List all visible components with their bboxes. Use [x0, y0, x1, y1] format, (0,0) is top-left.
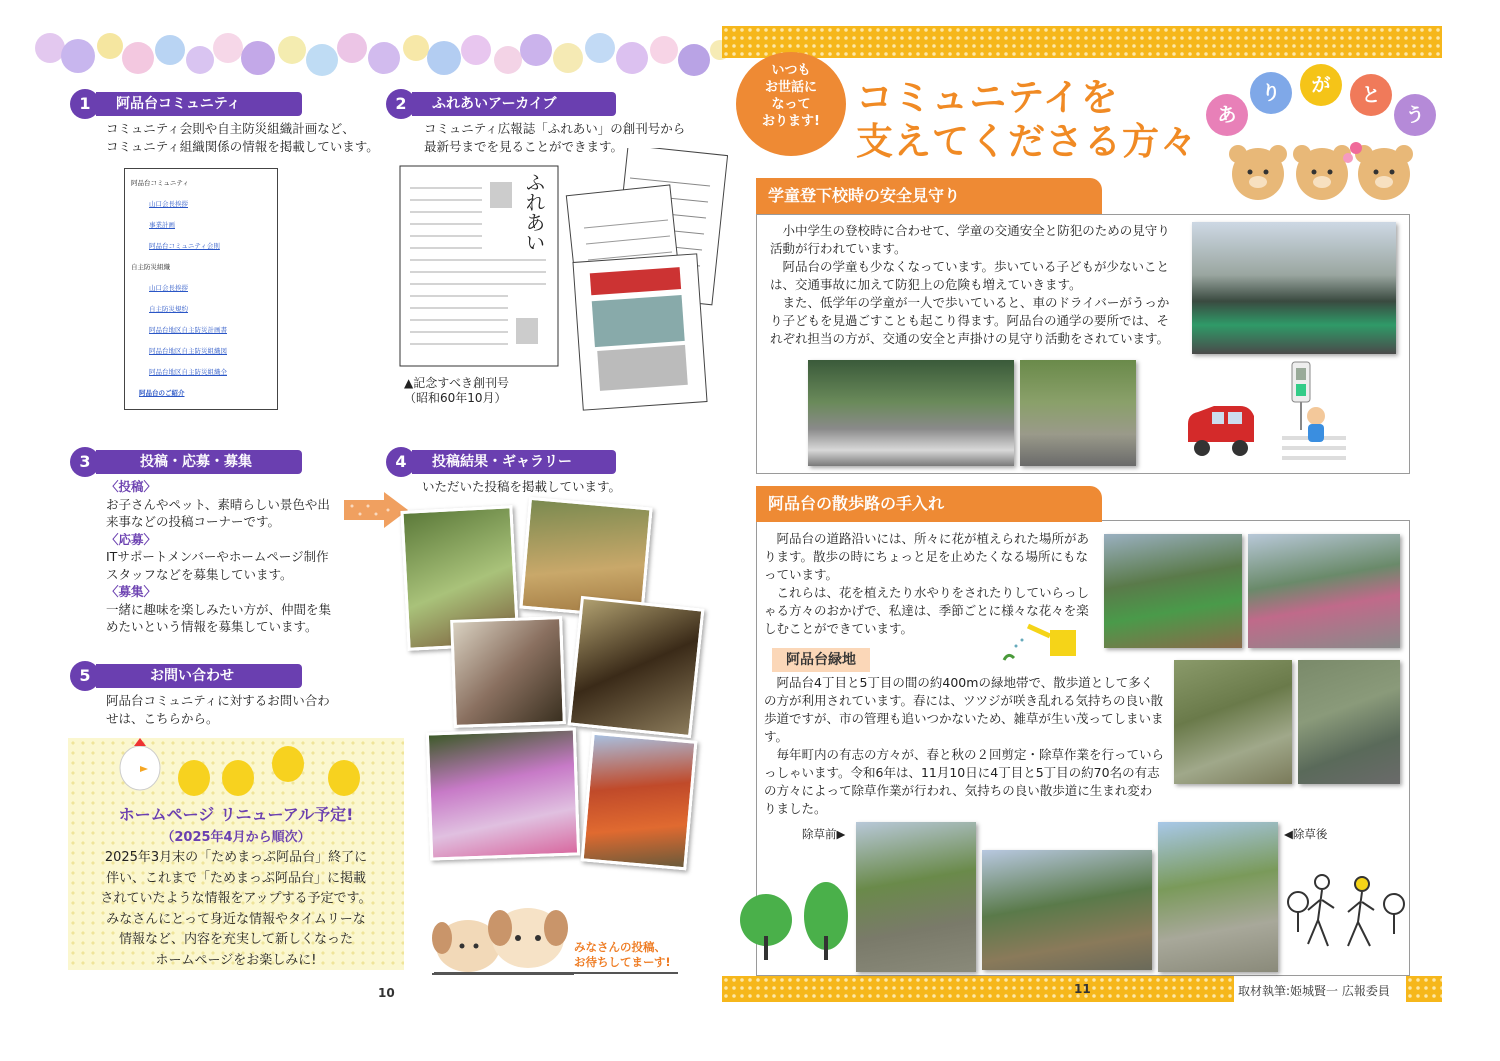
crosswalk-photo-main: [1192, 222, 1396, 354]
link-item[interactable]: 阿品台コミュニティ会則: [149, 242, 220, 250]
car-and-child-illustration: [1182, 360, 1362, 468]
after-weeding-photo: [1158, 822, 1278, 972]
link-item[interactable]: 阿品台のご紹介: [139, 389, 185, 397]
link-item[interactable]: 事業計画: [149, 221, 175, 229]
section-3-heading[interactable]: [70, 450, 302, 474]
notice-subtitle: （2025年4月から順次）: [161, 830, 311, 845]
renewal-notice: [68, 738, 404, 970]
crosswalk-photo-2: [808, 360, 1014, 466]
link-item[interactable]: 阿品台地区自主防災組織図: [149, 347, 227, 355]
bottom-dot-band-end: [1406, 976, 1442, 1002]
gallery-photo-cat: [450, 616, 566, 728]
section-1-heading[interactable]: [70, 92, 302, 116]
section-title: お問い合わせ: [96, 664, 302, 688]
thank-you-char: あ: [1206, 94, 1248, 136]
community-links-box: 阿品台コミュニティ 山口会長挨拶 事業計画 阿品台コミュニティ会則 自主防災組織 山口会長挨拶 自主防災規約 阿品台地区自主防災計画書 阿品台地区自主防災組織図 阿品台地区自主防災組織全 阿品台のご紹介: [124, 168, 278, 410]
notice-body: 2025年3月末の「ためまっぷ阿品台」終了に 伴い、これまで「ためまっぷ阿品台」に掲載 されていたような情報をアップする予定です。 みなさんにとって身近な情報やタイムリーな 情報など、内容を充実して新しくなった ホームページをお楽しみに!: [100, 850, 372, 968]
thank-you-char: が: [1300, 64, 1342, 106]
after-label: ◀除草後: [1284, 827, 1328, 841]
section-number: 5: [70, 661, 100, 691]
top-dot-band: [722, 26, 1442, 58]
bear-mascots-illustration: [1224, 140, 1418, 202]
section-number: 3: [70, 447, 100, 477]
section-number: 1: [70, 89, 100, 119]
section-title: 阿品台コミュニティ: [96, 92, 302, 116]
divider: [434, 972, 678, 974]
thank-you-char: り: [1250, 72, 1292, 114]
section-5-heading[interactable]: [70, 664, 302, 688]
green-area-photo-2: [1298, 660, 1400, 784]
flowerbed-photo-1: [1104, 534, 1242, 648]
section-3-text: 〈投稿〉 お子さんやペット、素晴らしい景色や出 来事などの投稿コーナーです。 〈応募〉 ITサポートメンバーやホームページ制作 スタッフなどを募集しています。 〈募集〉 一緒に趣味を楽しみたい方が、仲間を集 めたいという情報を募集しています。: [106, 479, 332, 634]
link-item[interactable]: 自主防災規約: [149, 305, 188, 313]
tree-icon: [736, 876, 856, 962]
before-label: 除草前▶: [802, 827, 846, 841]
section-1-text: コミュニティ会則や自主防災組織計画など、 コミュニティ組織関係の情報を掲載しています。: [106, 121, 379, 154]
thank-you-char: う: [1394, 94, 1436, 136]
dog-mascot-illustration: [428, 896, 578, 976]
link-item[interactable]: 阿品台地区自主防災計画書: [149, 326, 227, 334]
green-area-heading: 阿品台緑地: [772, 648, 870, 672]
left-page: [0, 0, 740, 1061]
section-number: 4: [386, 447, 416, 477]
section-2-text: コミュニティ広報誌「ふれあい」の創刊号から 最新号までを見ることができます。: [424, 121, 686, 154]
section-4-text: いただいた投稿を掲載しています。: [422, 479, 622, 494]
section-5-text: 阿品台コミュニティに対するお問い合わ せは、こちらから。: [106, 693, 330, 726]
walking-path-heading: 阿品台の散歩路の手入れ: [756, 486, 1102, 522]
thank-you-char: と: [1350, 74, 1392, 116]
gallery-photo-dog: [568, 596, 705, 738]
section-title: 投稿結果・ギャラリー: [412, 450, 616, 474]
before-weeding-photo: [856, 822, 976, 972]
link-item[interactable]: 阿品台地区自主防災組織全: [149, 368, 227, 376]
section-4-heading[interactable]: [386, 450, 618, 474]
crosswalk-photo-3: [1020, 360, 1136, 466]
credit-line: 取材執筆:姫城賢一 広報委員: [1238, 984, 1390, 998]
notice-title: ホームページ リニューアル予定!: [118, 805, 354, 824]
bottom-dot-band: [722, 976, 1234, 1002]
newsletter-archive-image: [398, 148, 728, 412]
gallery-photo-flowers: [426, 727, 580, 860]
link-item[interactable]: 山口会長挨拶: [149, 284, 188, 292]
walking-path-text: 阿品台の道路沿いには、所々に花が植えられた場所があります。散歩の時にちょっと足を止めたくなる場所にもなっています。 これらは、花を植えたり水やりをされたりしていらっしゃる方々のおかげで、私達は、季節ごとに様々な花々を楽しむことができています。: [764, 531, 1090, 636]
section-title: ふれあいアーカイブ: [412, 92, 616, 116]
green-area-photo-1: [1174, 660, 1292, 784]
page-number: 11: [1074, 982, 1091, 996]
dog-caption: みなさんの投稿、 お待ちしてまーす!: [574, 940, 671, 969]
gallery-photo-autumn-trees: [581, 732, 698, 871]
section-2-heading[interactable]: [386, 92, 618, 116]
newsletter-masthead: ふれあい: [522, 172, 546, 252]
green-area-text: 阿品台4丁目と5丁目の間の約400mの緑地帯で、散歩道として多くの方が利用されています。春には、ツツジが咲き乱れる気持ちの良い散歩道ですが、市の管理も追いつかないため、雑草が生い茂ってしまいます。 毎年町内の有志の方々が、春と秋の２回剪定・除草作業を行っていらっしゃいます。令和6年は、11月10日に4丁目と5丁目の約70名の有志の方々によって除草作業が行われ、気持ちの良い散歩道に生まれ変わりました。: [764, 675, 1165, 816]
walkers-illustration: [1282, 872, 1408, 964]
greeting-badge: いつも お世話に なって おります!: [736, 52, 846, 156]
flowerbed-photo-2: [1248, 534, 1400, 648]
arrow-right-icon: [344, 492, 408, 528]
bubble-banner: [30, 30, 730, 80]
link-item[interactable]: 山口会長挨拶: [149, 200, 188, 208]
chick-illustrations: [110, 734, 400, 798]
watering-can-icon: [998, 616, 1090, 670]
section-title: 投稿・応募・募集: [96, 450, 302, 474]
page-title: コミュニテイを 支えてくださる方々: [856, 76, 1198, 163]
newsletter-caption: ▲記念すべき創刊号 （昭和60年10月）: [404, 376, 509, 405]
page-number: 10: [378, 986, 395, 1000]
section-number: 2: [386, 89, 416, 119]
weeding-work-photo: [982, 850, 1152, 970]
school-watch-heading: 学童登下校時の安全見守り: [756, 178, 1102, 214]
school-watch-text: 小中学生の登校時に合わせて、学童の交通安全と防犯のための見守り活動が行われています。 阿品台の学童も少なくなっています。歩いている子どもが少ないことは、交通事故に加えて防犯上の危険も増えていきます。 また、低学年の学童が一人で歩いていると、車のドライバーがうっかり子どもを見過ごすことも起こり得ます。阿品台の通学の要所では、それぞれ担当の方が、交通の安全と声掛けの見守り活動をされています。: [770, 223, 1170, 346]
